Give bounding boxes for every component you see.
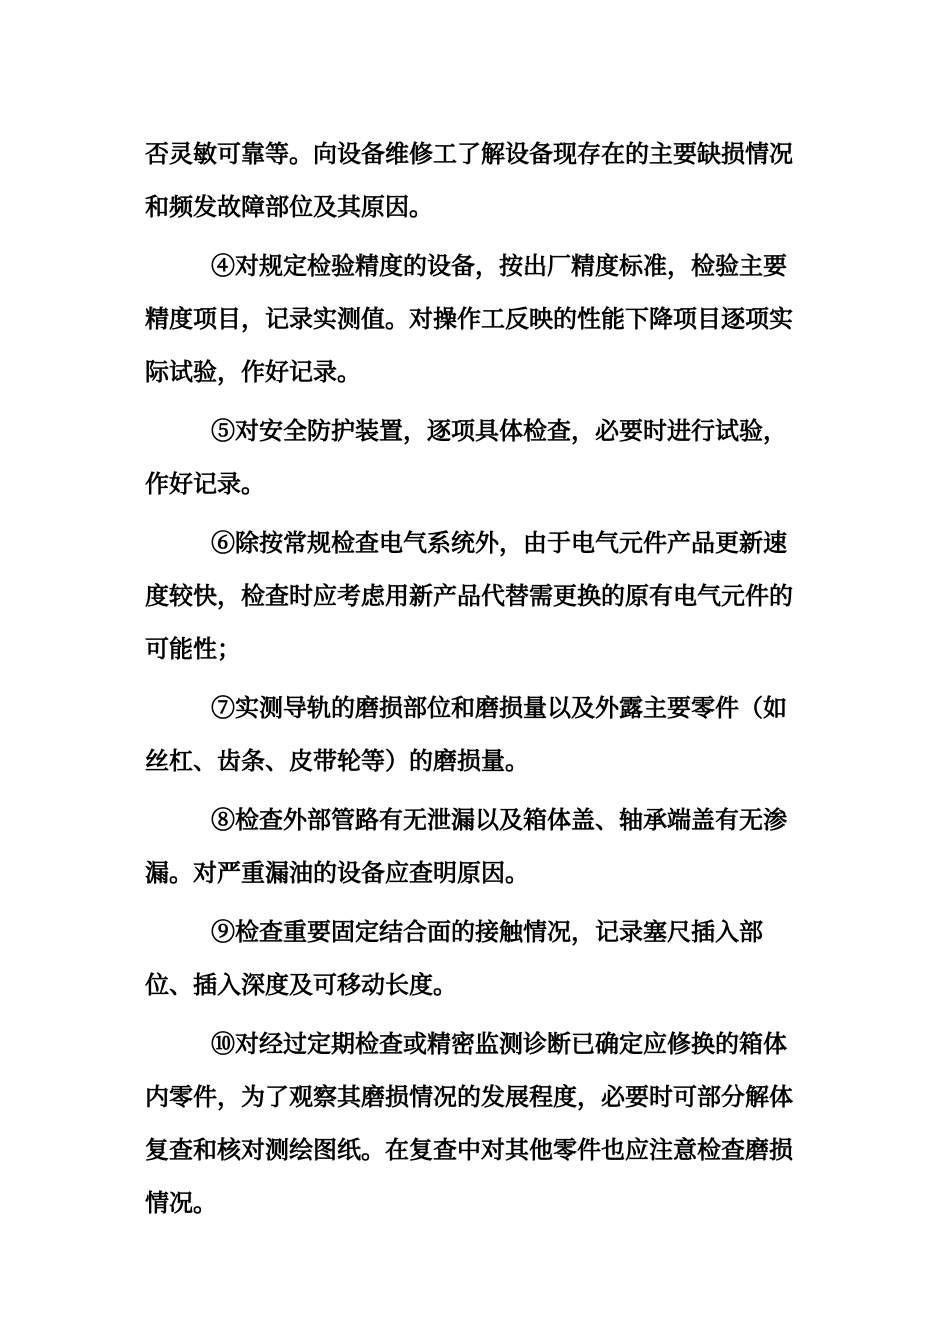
paragraph-item-6: ⑥除按常规检查电气系统外，由于电气元件产品更新速度较快，检查时应考虑用新产品代替需更换的原有电气元件的可能性； <box>145 528 793 663</box>
paragraph-item-5: ⑤对安全防护装置，逐项具体检查，必要时进行试验，作好记录。 <box>145 416 787 498</box>
paragraph-item-7: ⑦实测导轨的磨损部位和磨损量以及外露主要零件（如丝杠、齿条、皮带轮等）的磨损量。 <box>145 693 787 775</box>
paragraph-continuation: 否灵敏可靠等。向设备维修工了解设备现存在的主要缺损情况和频发故障部位及其原因。 <box>145 139 793 221</box>
paragraph-item-8: ⑧检查外部管路有无泄漏以及箱体盖、轴承端盖有无渗漏。对严重漏油的设备应查明原因。 <box>145 805 787 887</box>
paragraph-item-10: ⑩对经过定期检查或精密监测诊断已确定应修换的箱体内零件，为了观察其磨损情况的发展程度，必要时可部分解体复查和核对测绘图纸。在复查中对其他零件也应注意检查磨损情况。 <box>145 1029 793 1217</box>
paragraph-item-4: ④对规定检验精度的设备，按出厂精度标准，检验主要精度项目，记录实测值。对操作工反映的性能下降项目逐项实际试验，作好记录。 <box>145 251 793 386</box>
document-body <box>145 127 810 1235</box>
paragraph-item-9: ⑨检查重要固定结合面的接触情况，记录塞尺插入部位、插入深度及可移动长度。 <box>145 917 763 999</box>
